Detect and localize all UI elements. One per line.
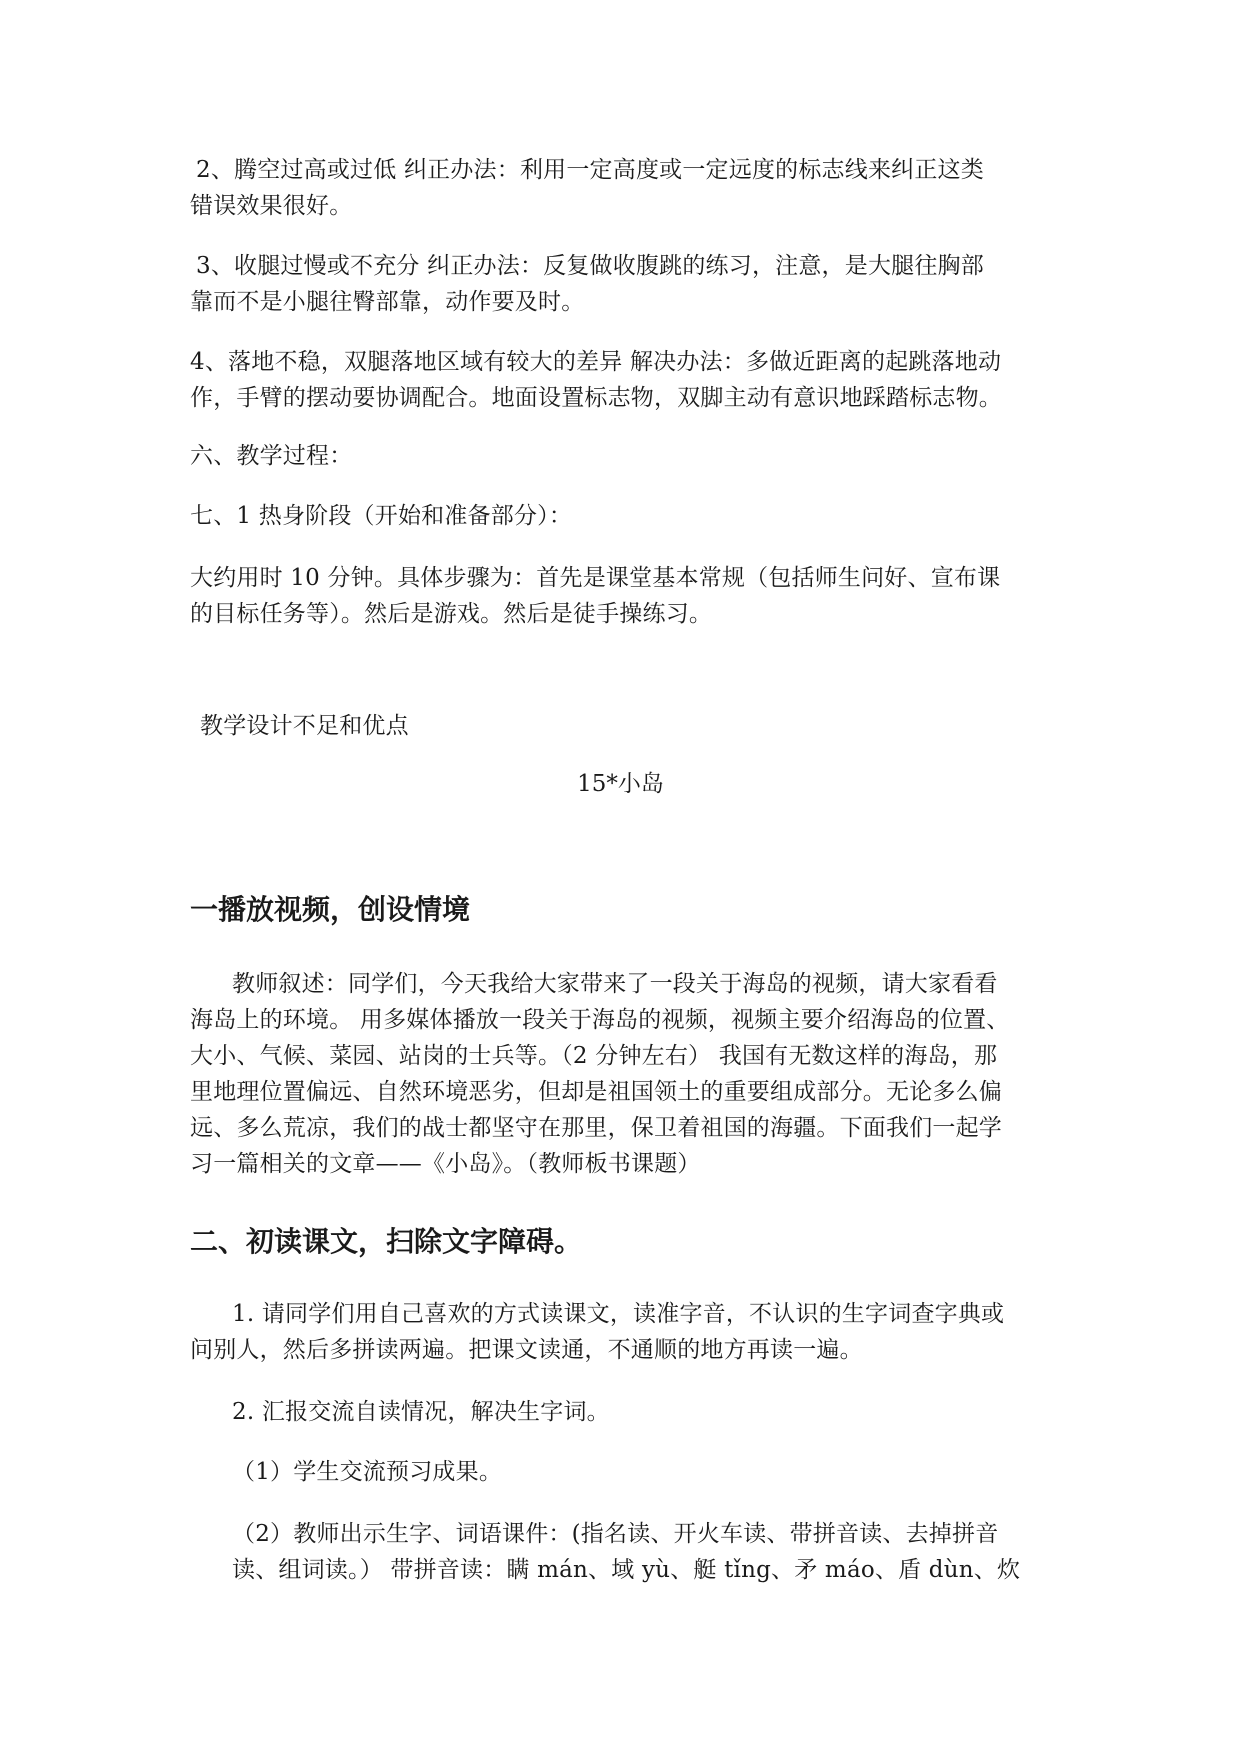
text-line: 大小、气候、菜园、站岗的士兵等。（2 分钟左右） 我国有无数这样的海岛，那 bbox=[190, 1043, 998, 1069]
text-line: 里地理位置偏远、自然环境恶劣，但却是祖国领土的重要组成部分。无论多么偏 bbox=[190, 1079, 1002, 1105]
paragraph-warmup bbox=[190, 498, 1062, 534]
text-line: 七、1 热身阶段（开始和准备部分）： bbox=[190, 503, 573, 529]
paragraph-teacher-narration bbox=[190, 966, 1062, 1182]
paragraph-teaching-process bbox=[190, 438, 1062, 474]
text-line: 4、落地不稳，双腿落地区域有较大的差异 解决办法：多做近距离的起跳落地动 bbox=[190, 349, 1002, 375]
text-line: 读、组词读。） 带拼音读：瞒 mán、域 yù、艇 tǐng、矛 máo、盾 dùn、炊 bbox=[232, 1557, 1021, 1583]
text-line: 问别人，然后多拼读两遍。把课文读通，不通顺的地方再读一遍。 bbox=[190, 1337, 863, 1363]
lesson-title: 15*小岛 bbox=[577, 771, 664, 797]
text-line: 2、腾空过高或过低 纠正办法：利用一定高度或一定远度的标志线来纠正这类 bbox=[196, 157, 984, 183]
text-line: （2）教师出示生字、词语课件：(指名读、开火车读、带拼音读、去掉拼音 bbox=[232, 1521, 999, 1547]
paragraph-sub-step-1 bbox=[232, 1454, 1104, 1490]
text-line: 习一篇相关的文章——《小岛》。（教师板书课题） bbox=[190, 1151, 701, 1177]
paragraph-reading-step-2 bbox=[232, 1394, 1104, 1430]
paragraph-reading-step-1 bbox=[190, 1296, 1062, 1368]
paragraph-design-notes bbox=[200, 708, 1072, 744]
text-line: 大约用时 10 分钟。具体步骤为：首先是课堂基本常规（包括师生问好、宣布课 bbox=[190, 565, 1001, 591]
paragraph-duration bbox=[190, 560, 1062, 632]
text-line: 六、教学过程： bbox=[190, 443, 353, 469]
paragraph-landing bbox=[190, 344, 1062, 416]
text-line: 远、多么荒凉，我们的战士都坚守在那里，保卫着祖国的海疆。下面我们一起学 bbox=[190, 1115, 1002, 1141]
text-line: 3、收腿过慢或不充分 纠正办法：反复做收腹跳的练习，注意，是大腿往胸部 bbox=[196, 253, 984, 279]
text-line: 错误效果很好。 bbox=[190, 193, 353, 219]
text-line: 靠而不是小腿往臀部靠，动作要及时。 bbox=[190, 289, 585, 315]
paragraph-sub-step-2 bbox=[232, 1516, 1104, 1588]
section-heading-first-reading: 二、初读课文，扫除文字障碍。 bbox=[190, 1225, 583, 1258]
text-line: （1）学生交流预习成果。 bbox=[232, 1459, 503, 1485]
text-line: 1. 请同学们用自己喜欢的方式读课文，读准字音，不认识的生字词查字典或 bbox=[232, 1301, 1005, 1327]
text-line: 教师叙述：同学们，今天我给大家带来了一段关于海岛的视频，请大家看看 bbox=[232, 971, 998, 997]
text-line: 海岛上的环境。 用多媒体播放一段关于海岛的视频，视频主要介绍海岛的位置、 bbox=[190, 1007, 1010, 1033]
paragraph-leg-tuck bbox=[190, 248, 1068, 320]
text-line: 的目标任务等）。然后是游戏。然后是徒手操练习。 bbox=[190, 601, 713, 627]
text-line: 教学设计不足和优点 bbox=[200, 713, 409, 739]
text-line: 作，手臂的摆动要协调配合。地面设置标志物，双脚主动有意识地踩踏标志物。 bbox=[190, 385, 1002, 411]
section-heading-video: 一播放视频，创设情境 bbox=[190, 893, 471, 926]
paragraph-jump-height bbox=[190, 152, 1068, 224]
text-line: 2. 汇报交流自读情况，解决生字词。 bbox=[232, 1399, 610, 1425]
